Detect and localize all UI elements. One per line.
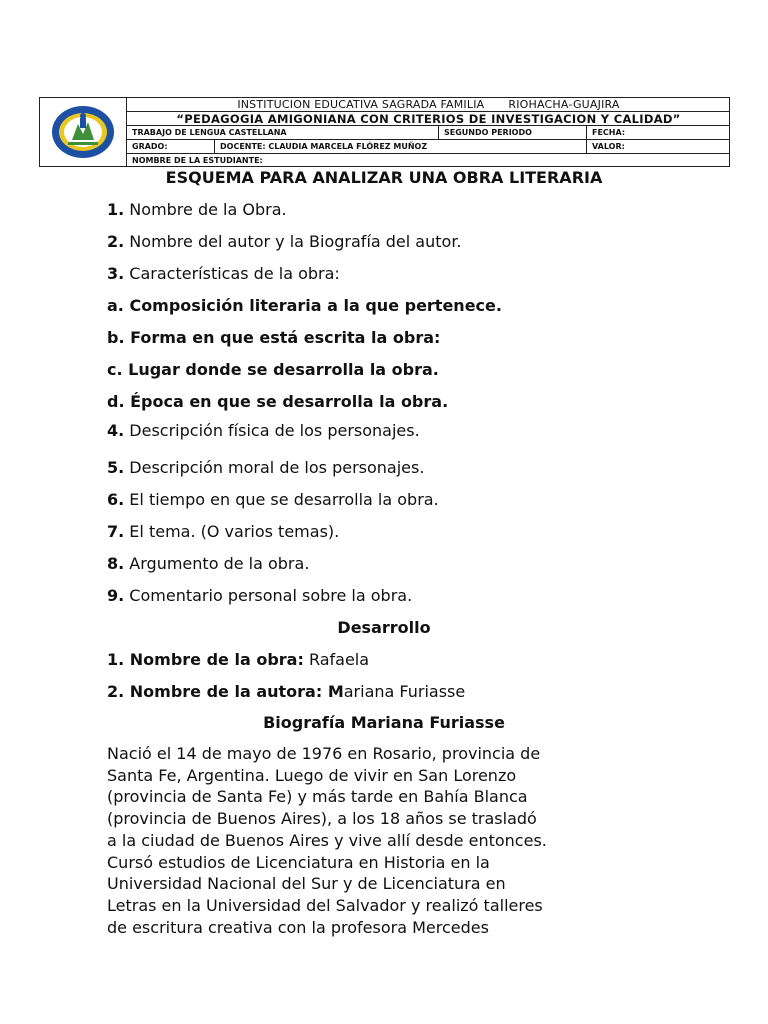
- grade-label: GRADO:: [127, 140, 215, 153]
- teacher-name: DOCENTE: CLAUDIA MARCELA FLÓREZ MUÑOZ: [215, 140, 587, 153]
- biography-line: Santa Fe, Argentina. Luego de vivir en San Lorenzo: [107, 765, 517, 785]
- list-subitem: b. Forma en que está escrita la obra:: [107, 328, 441, 347]
- list-item: 4. Descripción física de los personajes.: [107, 421, 420, 440]
- development-heading: Desarrollo: [337, 618, 431, 637]
- header-row-work: [127, 126, 730, 140]
- work-title: TRABAJO DE LENGUA CASTELLANA: [127, 126, 439, 139]
- biography-paragraph: [107, 743, 667, 938]
- value-label: VALOR:: [592, 142, 625, 151]
- header-row-institution: [127, 98, 730, 112]
- institution-location: RIOHACHA-GUAJIRA: [508, 98, 620, 111]
- header-row-teacher: [127, 140, 730, 154]
- list-item: 3. Características de la obra:: [107, 264, 340, 283]
- biography-line: (provincia de Buenos Aires), a los 18 años se trasladó: [107, 809, 537, 829]
- list-item: 1. Nombre de la Obra.: [107, 200, 287, 219]
- date-label: FECHA:: [592, 128, 626, 137]
- list-item: 9. Comentario personal sobre la obra.: [107, 586, 413, 605]
- work-name-line: 1. Nombre de la obra: Rafaela: [107, 650, 370, 669]
- biography-line: de escritura creativa con la profesora Mercedes: [107, 917, 489, 937]
- list-subitem: c. Lugar donde se desarrolla la obra.: [107, 360, 439, 379]
- list-item: 8. Argumento de la obra.: [107, 554, 310, 573]
- document-title: ESQUEMA PARA ANALIZAR UNA OBRA LITERARIA: [165, 168, 603, 187]
- biography-line: (provincia de Santa Fe) y más tarde en Bahía Blanca: [107, 787, 528, 807]
- list-subitem: a. Composición literaria a la que pertenece.: [107, 296, 502, 315]
- biography-line: Cursó estudios de Licenciatura en Historia en la: [107, 852, 490, 872]
- list-item: 2. Nombre del autor y la Biografía del autor.: [107, 232, 462, 251]
- list-item: 6. El tiempo en que se desarrolla la obra.: [107, 490, 439, 509]
- biography-line: Letras en la Universidad del Salvador y realizó talleres: [107, 895, 543, 915]
- list-item: 7. El tema. (O varios temas).: [107, 522, 340, 541]
- institution-name: INSTITUCION EDUCATIVA SAGRADA FAMILIA: [237, 98, 485, 111]
- biography-line: a la ciudad de Buenos Aires y vive allí desde entonces.: [107, 830, 547, 850]
- header-row-student: [127, 154, 730, 166]
- author-name-line: 2. Nombre de la autora: Mariana Furiasse: [107, 682, 466, 701]
- header-row-motto: [127, 112, 730, 126]
- list-subitem: d. Época en que se desarrolla la obra.: [107, 392, 449, 411]
- period: SEGUNDO PERIODO: [439, 126, 587, 139]
- biography-line: Nació el 14 de mayo de 1976 en Rosario, provincia de: [107, 744, 541, 763]
- list-item: 5. Descripción moral de los personajes.: [107, 458, 425, 477]
- header-table: [39, 97, 730, 167]
- student-label: NOMBRE DE LA ESTUDIANTE:: [132, 155, 263, 165]
- biography-line: Universidad Nacional del Sur y de Licenciatura en: [107, 874, 506, 894]
- school-seal-icon: [50, 104, 116, 160]
- logo-cell: [40, 98, 127, 166]
- biography-heading: Biografía Mariana Furiasse: [263, 713, 505, 732]
- motto: “PEDAGOGIA AMIGONIANA CON CRITERIOS DE INVESTIGACION Y CALIDAD”: [176, 111, 681, 126]
